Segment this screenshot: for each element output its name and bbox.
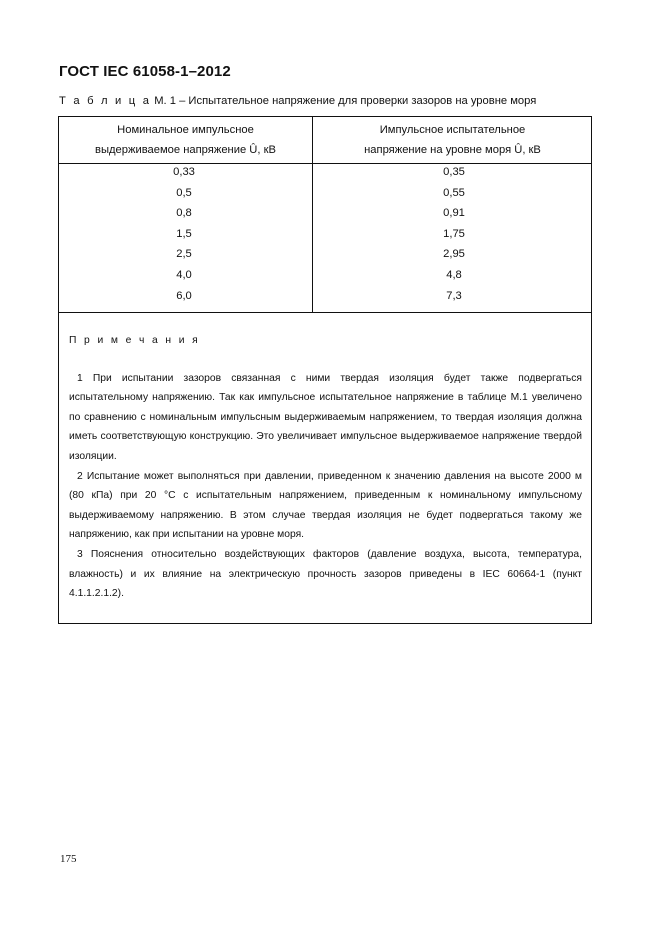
document-code-header: ГОСТ IEC 61058-1–2012: [59, 63, 231, 80]
notes-title: П р и м е ч а н и я: [69, 335, 201, 346]
table-caption: [59, 95, 536, 107]
rated-voltage-cell: 0,8: [176, 207, 192, 220]
rated-voltage-cell: 2,5: [176, 248, 192, 261]
table-row: [59, 164, 591, 185]
rated-voltage-cell: 6,0: [176, 289, 192, 302]
rated-voltage-cell: 1,5: [176, 227, 192, 240]
table-body: [59, 164, 591, 308]
test-voltage-cell: 4,8: [446, 268, 462, 281]
column-header-line: Номинальное импульсное: [117, 124, 254, 136]
page-number: 175: [60, 853, 77, 865]
column-header-test-voltage: [314, 120, 591, 160]
test-voltage-cell: 0,55: [443, 186, 465, 199]
column-header-line: выдерживаемое напряжение Û, кВ: [95, 144, 276, 156]
note-item: 3 Пояснения относительно воздействующих факторов (давление воздуха, высота, температура, влажность) и их влияние на электрическую прочность зазоров приведены в IEC 60664-1 (пункт 4.1.1.2.1.2).: [69, 548, 582, 600]
table-row: [59, 205, 591, 226]
table-row: [59, 246, 591, 267]
column-header-rated-voltage: [59, 120, 312, 160]
rated-voltage-cell: 0,5: [176, 186, 192, 199]
notes-divider: [59, 312, 591, 313]
test-voltage-cell: 0,35: [443, 166, 465, 178]
table-caption-prefix: Т а б л и ц а: [59, 95, 152, 107]
test-voltage-cell: 0,91: [443, 207, 465, 220]
table-notes: [69, 331, 582, 604]
test-voltage-cell: 1,75: [443, 227, 465, 240]
column-header-line: Импульсное испытательное: [379, 124, 526, 136]
test-voltage-cell: 7,3: [446, 289, 462, 302]
table-row: [59, 267, 591, 288]
test-voltage-cell: 2,95: [443, 248, 465, 261]
voltage-table: [58, 116, 592, 624]
rated-voltage-cell: 0,33: [173, 166, 195, 178]
note-item: 2 Испытание может выполняться при давлении, приведенном к значению давления на высоте 2000 м (80 кПа) при 20 °С с испытательным напряжением, приведенным к номинальному импульсному выдерживаемому напряжению. В этом случае твердая изоляция не будет подвергаться такому же напряжению, как при испытании на уровне моря.: [69, 470, 582, 541]
column-header-line: напряжение на уровне моря Û, кВ: [364, 144, 541, 156]
table-row: [59, 288, 591, 309]
rated-voltage-cell: 4,0: [176, 268, 192, 281]
table-row: [59, 226, 591, 247]
table-caption-text: М. 1 – Испытательное напряжение для проверки зазоров на уровне моря: [151, 95, 537, 107]
table-row: [59, 185, 591, 206]
note-item: 1 При испытании зазоров связанная с ними твердая изоляция будет также подвергаться испытательному напряжению. Так как импульсное испытательное напряжение в таблице М.1 увеличено по сравнению с номинальным импульсным выдерживаемым напряжением, то твердая изоляция должна иметь соответствующую конструкцию. Это увеличивает импульсное выдерживаемое напряжение твердой изоляции.: [69, 372, 582, 462]
